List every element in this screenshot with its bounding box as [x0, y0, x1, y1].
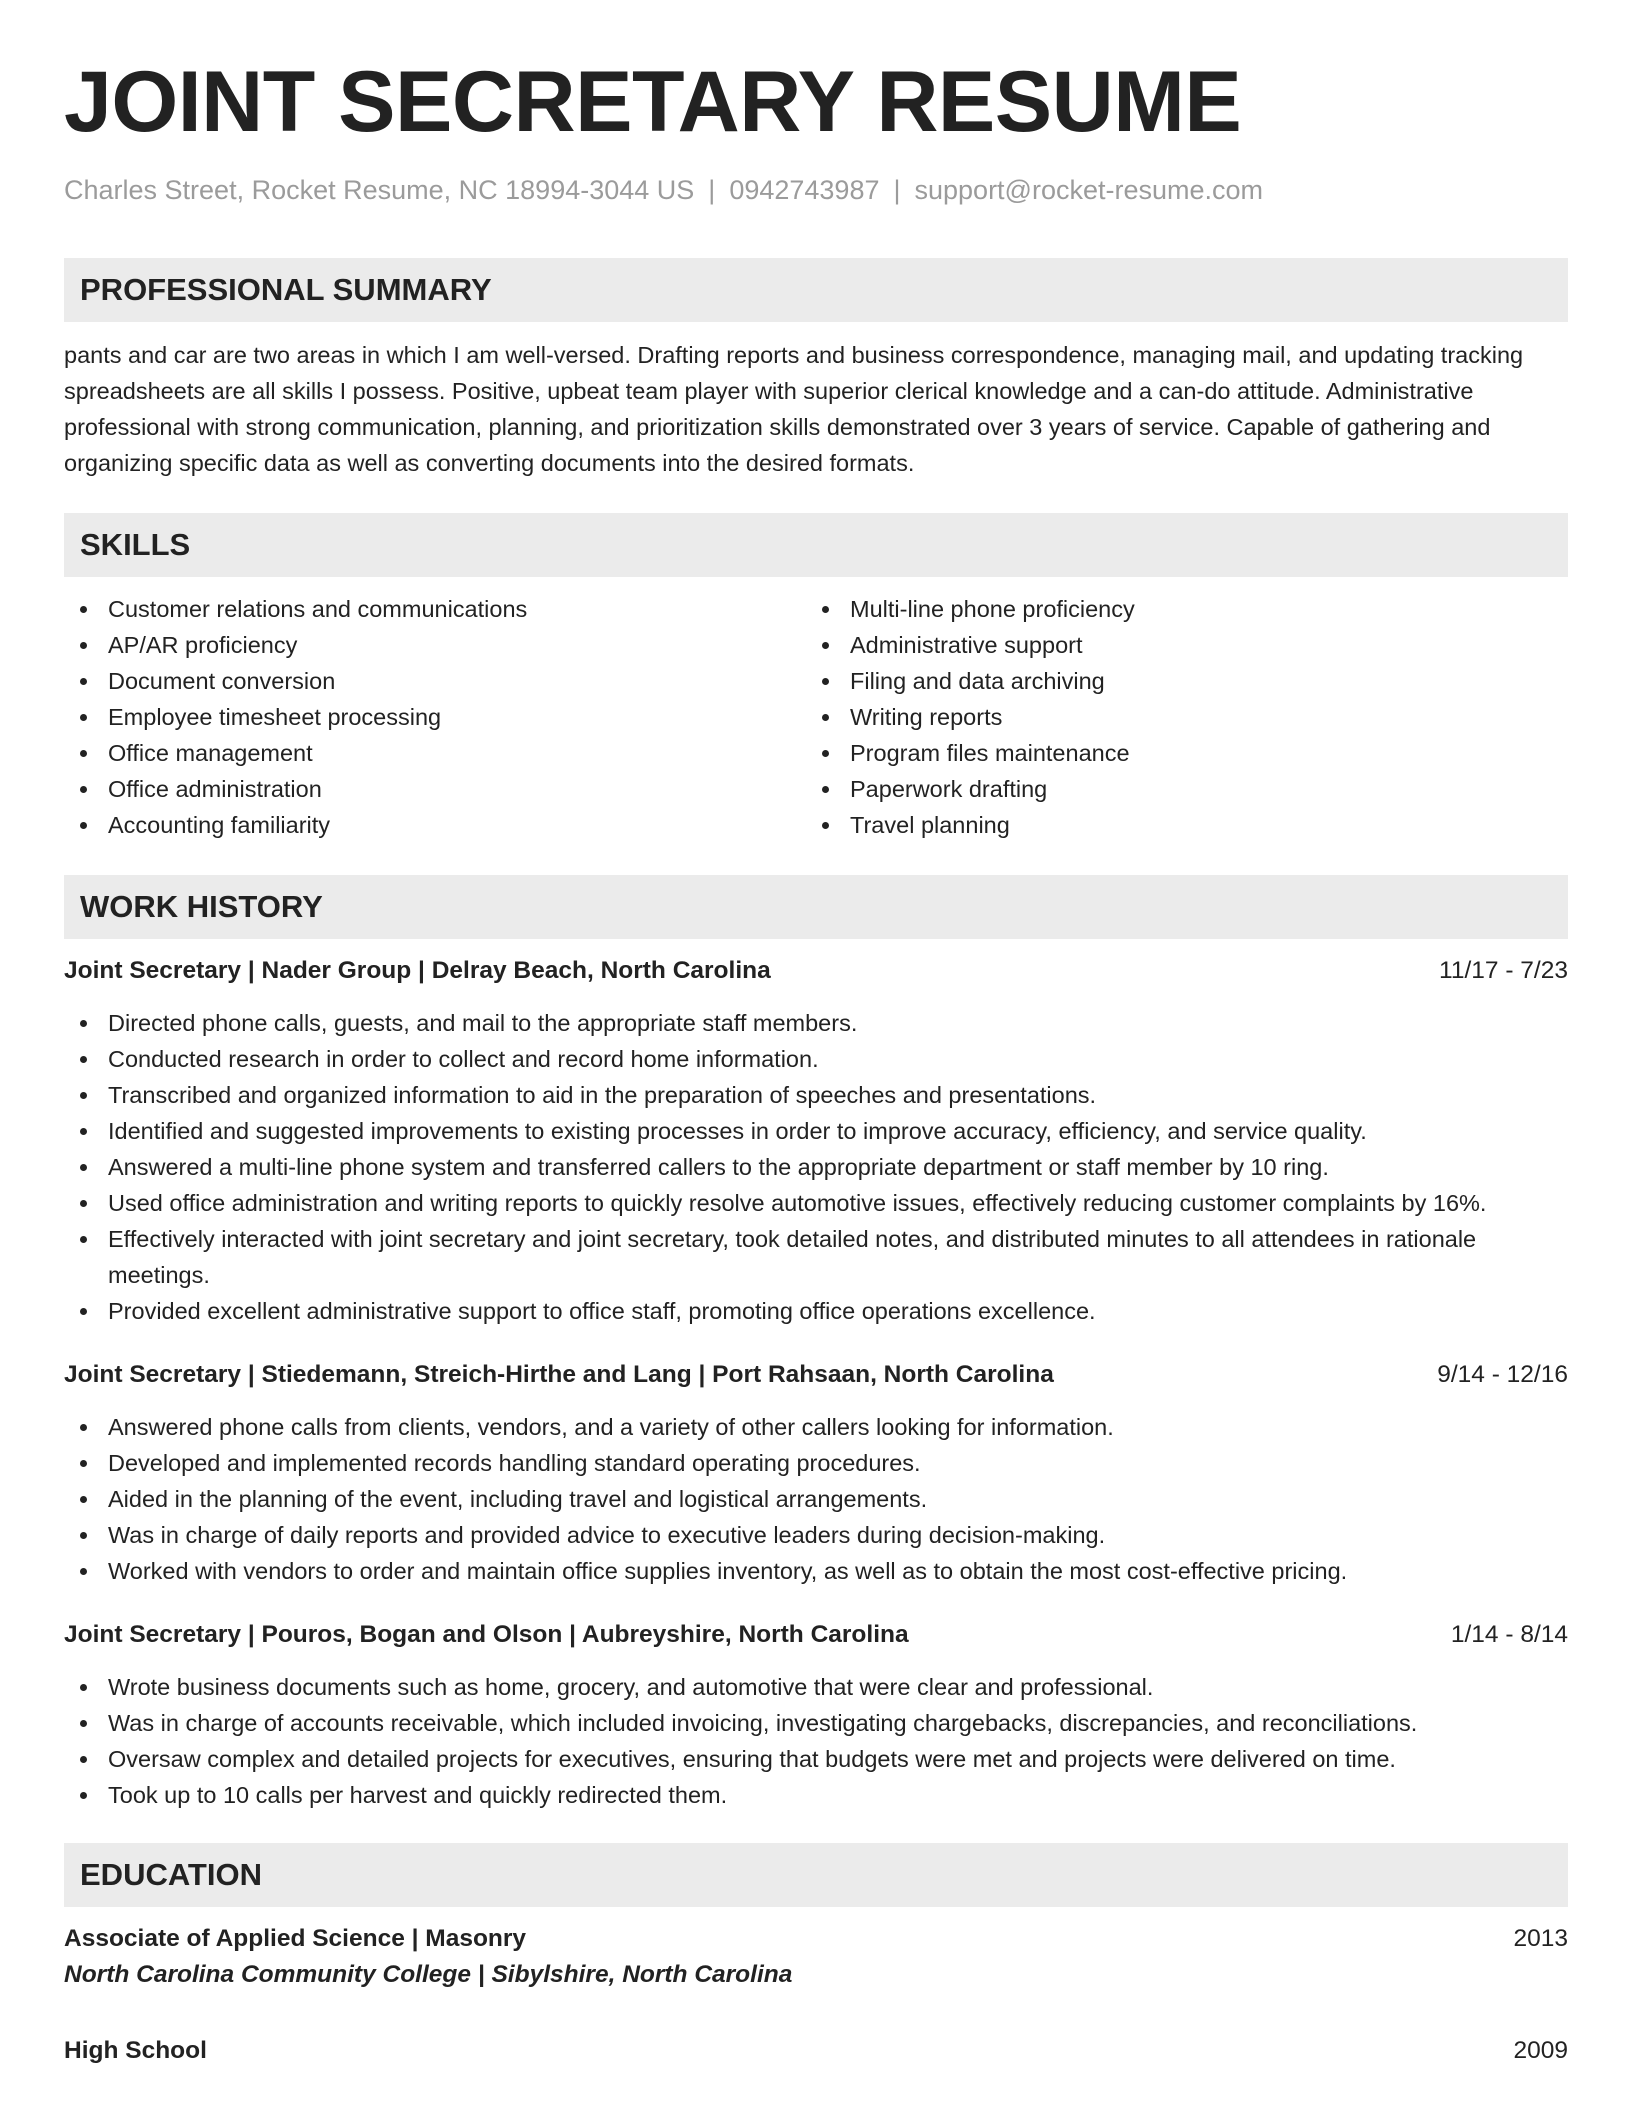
job-bullet: Identified and suggested improvements to existing processes in order to improve accuracy, efficiency, and service quality.: [64, 1113, 1568, 1149]
contact-separator: |: [708, 175, 716, 205]
skill-item: Program files maintenance: [806, 735, 1548, 771]
education-header: [64, 1921, 1568, 1957]
section-header-skills: SKILLS: [64, 513, 1568, 577]
job-entry: [64, 1357, 1568, 1589]
job-bullet: Aided in the planning of the event, including travel and logistical arrangements.: [64, 1481, 1568, 1517]
skills-grid: [64, 591, 1568, 843]
job-bullet: Developed and implemented records handling standard operating procedures.: [64, 1445, 1568, 1481]
job-header: [64, 1617, 1568, 1653]
contact-address: Charles Street, Rocket Resume, NC 18994-3044 US: [64, 175, 695, 205]
skill-item: Accounting familiarity: [64, 807, 806, 843]
skill-item: Office administration: [64, 771, 806, 807]
section-header-professional-summary: PROFESSIONAL SUMMARY: [64, 258, 1568, 322]
job-title: Joint Secretary | Stiedemann, Streich-Hirthe and Lang | Port Rahsaan, North Carolina: [64, 1361, 1054, 1388]
skills-column-right: [806, 591, 1548, 843]
skill-item: Employee timesheet processing: [64, 699, 806, 735]
job-bullet-list: [64, 1409, 1568, 1589]
contact-email: support@rocket-resume.com: [914, 175, 1264, 205]
job-bullet-list: [64, 1005, 1568, 1329]
job-dates: 11/17 - 7/23: [1439, 957, 1568, 984]
job-entry: [64, 1617, 1568, 1813]
job-entry: [64, 953, 1568, 1329]
job-bullet: Answered a multi-line phone system and transferred callers to the appropriate department or staff member by 10 ring.: [64, 1149, 1568, 1185]
job-bullet: Was in charge of daily reports and provided advice to executive leaders during decision-making.: [64, 1517, 1568, 1553]
job-bullet: Took up to 10 calls per harvest and quickly redirected them.: [64, 1777, 1568, 1813]
education-degree: High School: [64, 2037, 207, 2064]
skill-item: AP/AR proficiency: [64, 627, 806, 663]
job-dates: 1/14 - 8/14: [1450, 1621, 1568, 1648]
contact-separator: |: [893, 175, 901, 205]
job-bullet: Provided excellent administrative support to office staff, promoting office operations excellence.: [64, 1293, 1568, 1329]
job-title: Joint Secretary | Nader Group | Delray Beach, North Carolina: [64, 957, 771, 984]
skill-item: Document conversion: [64, 663, 806, 699]
job-bullet-list: [64, 1669, 1568, 1813]
job-header: [64, 1357, 1568, 1393]
skill-item: Multi-line phone proficiency: [806, 591, 1548, 627]
job-bullet: Effectively interacted with joint secretary and joint secretary, took detailed notes, and distributed minutes to all attendees in rationale meetings.: [64, 1221, 1568, 1293]
contact-line: [64, 172, 1568, 208]
skill-item: Office management: [64, 735, 806, 771]
skill-item: Customer relations and communications: [64, 591, 806, 627]
job-bullet: Answered phone calls from clients, vendors, and a variety of other callers looking for information.: [64, 1409, 1568, 1445]
job-bullet: Oversaw complex and detailed projects for executives, ensuring that budgets were met and projects were delivered on time.: [64, 1741, 1568, 1777]
education-year: 2009: [1513, 2037, 1568, 2064]
education-year: 2013: [1513, 1925, 1568, 1952]
skill-item: Writing reports: [806, 699, 1548, 735]
education-school: North Carolina Community College | Sibylshire, North Carolina: [64, 1961, 793, 1988]
education-header: [64, 2033, 1568, 2069]
education-entry: [64, 2033, 1568, 2069]
section-header-work-history: WORK HISTORY: [64, 875, 1568, 939]
job-header: [64, 953, 1568, 989]
job-bullet: Wrote business documents such as home, grocery, and automotive that were clear and professional.: [64, 1669, 1568, 1705]
section-header-education: EDUCATION: [64, 1843, 1568, 1907]
job-bullet: Worked with vendors to order and maintain office supplies inventory, as well as to obtain the most cost-effective pricing.: [64, 1553, 1568, 1589]
skill-item: Filing and data archiving: [806, 663, 1548, 699]
contact-phone: 0942743987: [729, 175, 880, 205]
education-degree: Associate of Applied Science | Masonry: [64, 1925, 527, 1952]
job-bullet: Conducted research in order to collect and record home information.: [64, 1041, 1568, 1077]
job-bullet: Used office administration and writing reports to quickly resolve automotive issues, effectively reducing customer complaints by 16%.: [64, 1185, 1568, 1221]
job-bullet: Directed phone calls, guests, and mail to the appropriate staff members.: [64, 1005, 1568, 1041]
summary-text: pants and car are two areas in which I am well-versed. Drafting reports and business correspondence, managing mail, and updating tracking spreadsheets are all skills I possess. Positive, upbeat team player with superior clerical knowledge and a can-do attitude. Administrative professional with strong communication, planning, and prioritization skills demonstrated over 3 years of service. Capable of gathering and organizing specific data as well as converting documents into the desired formats.: [64, 342, 1524, 476]
job-bullet: Was in charge of accounts receivable, which included invoicing, investigating chargebacks, discrepancies, and reconciliations.: [64, 1705, 1568, 1741]
skill-item: Administrative support: [806, 627, 1548, 663]
skill-item: Paperwork drafting: [806, 771, 1548, 807]
skill-item: Travel planning: [806, 807, 1548, 843]
skills-column-left: [64, 591, 806, 843]
education-entry: [64, 1921, 1568, 1993]
job-dates: 9/14 - 12/16: [1437, 1361, 1568, 1388]
resume-title: JOINT SECRETARY RESUME: [64, 54, 1242, 150]
job-bullet: Transcribed and organized information to aid in the preparation of speeches and presentations.: [64, 1077, 1568, 1113]
job-title: Joint Secretary | Pouros, Bogan and Olson | Aubreyshire, North Carolina: [64, 1621, 909, 1648]
